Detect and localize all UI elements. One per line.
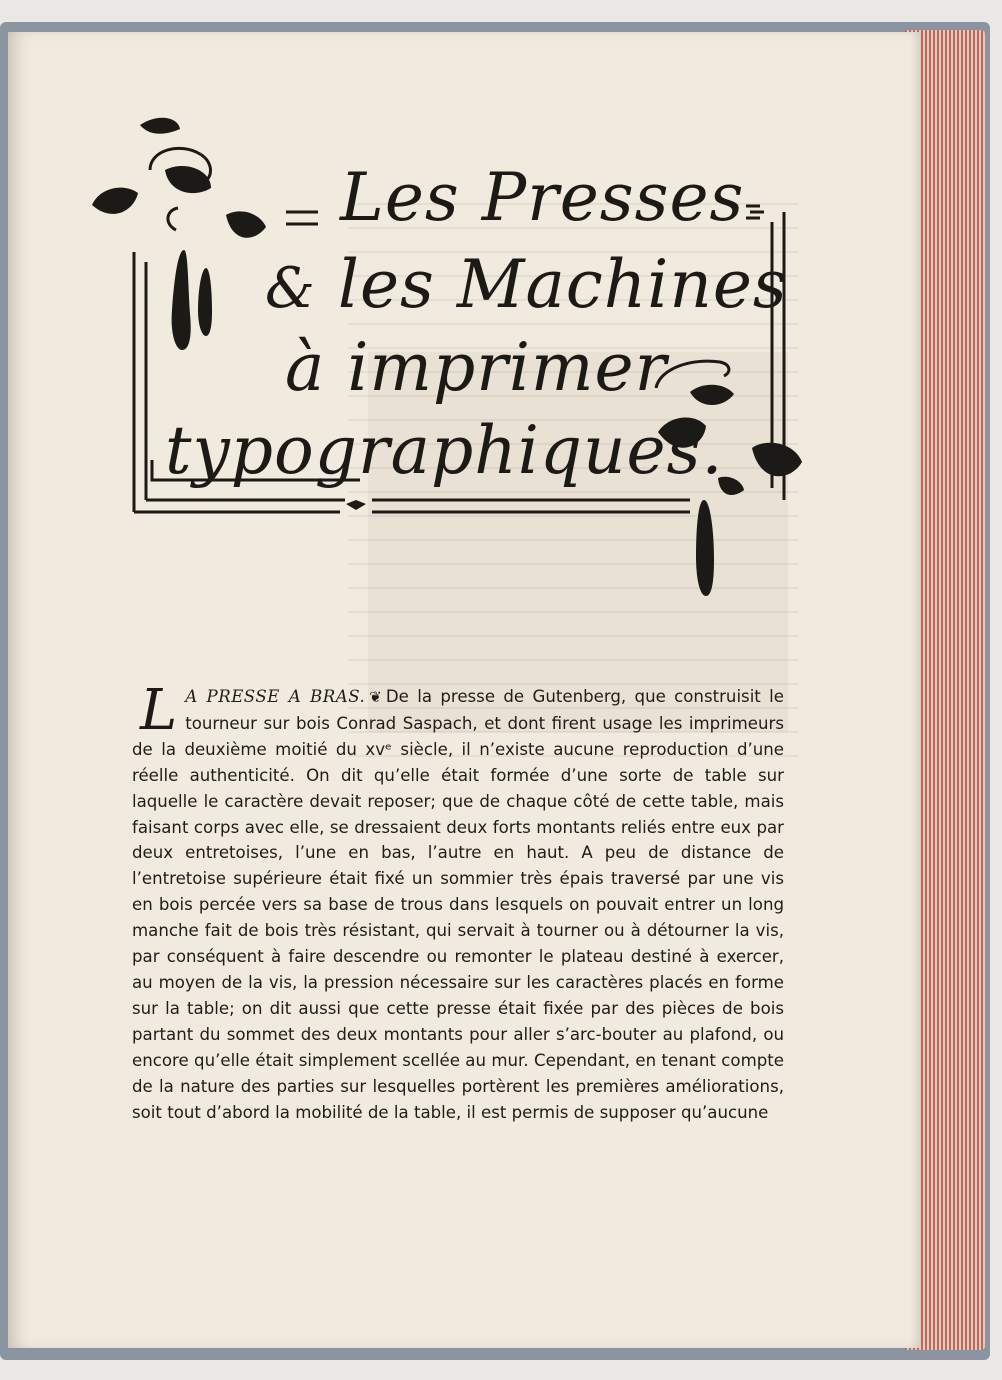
title-line-3: à imprimer xyxy=(285,329,668,406)
title-line-2-text: les Machines xyxy=(337,246,788,323)
flower-icon xyxy=(690,385,734,405)
article-paragraph xyxy=(132,678,784,1125)
fleuron-icon: ❦ xyxy=(369,688,382,706)
title-line-2 xyxy=(265,246,788,323)
paragraph-text: De la presse de Gutenberg, que construisit le tourneur sur bois Conrad Saspach, et dont firent usage les imprimeurs de la deuxième moitié du xvᵉ siècle, il n’existe aucune reproduction d’une réelle authenticité. On dit qu’elle était formée d’une sorte de table sur laquelle le caractère devait reposer; que de chaque côté de cette table, mais faisant corps avec elle, se dressaient deux forts montants reliés entre eux par deux entretoises, l’une en bas, l’autre en haut. A peu de distance de l’entretoise supérieure était fixé un sommier très épais traversé par une vis en bois percée vers sa base de trous dans lesquels on pouvait entrer un long manche fait de bois très résistant, qui servait à tourner ou à détourner la vis, par conséquent à faire descendre ou remonter le plateau destiné à exercer, au moyen de la vis, la pression nécessaire sur les caractères placés en forme sur la table; on dit aussi que cette presse était fixée par des pièces de bois partant du sommet des deux montants pour aller s’arc-bouter au plafond, ou encore qu’elle était simplement scellée au mur. Cependant, en tenant compte de la nature des parties sur lesquelles portèrent les premières améliorations, soit tout d’abord la mobilité de la table, il est permis de supposer qu’aucune xyxy=(132,687,784,1122)
leaf-icon xyxy=(752,443,802,477)
drop-icon xyxy=(198,268,212,336)
drop-cap: L xyxy=(140,678,178,743)
drop-icon xyxy=(172,250,191,350)
title-ampersand: & xyxy=(265,256,316,321)
leaf-icon xyxy=(140,118,180,134)
flower-icon xyxy=(165,166,211,193)
title-line-4: typographiques. xyxy=(165,412,724,489)
title-line-1: Les Presses xyxy=(340,159,745,236)
leaf-icon xyxy=(92,188,138,214)
leaf-icon xyxy=(226,211,266,237)
section-heading: A PRESSE A BRAS. xyxy=(185,687,366,706)
article-body xyxy=(132,678,784,1125)
